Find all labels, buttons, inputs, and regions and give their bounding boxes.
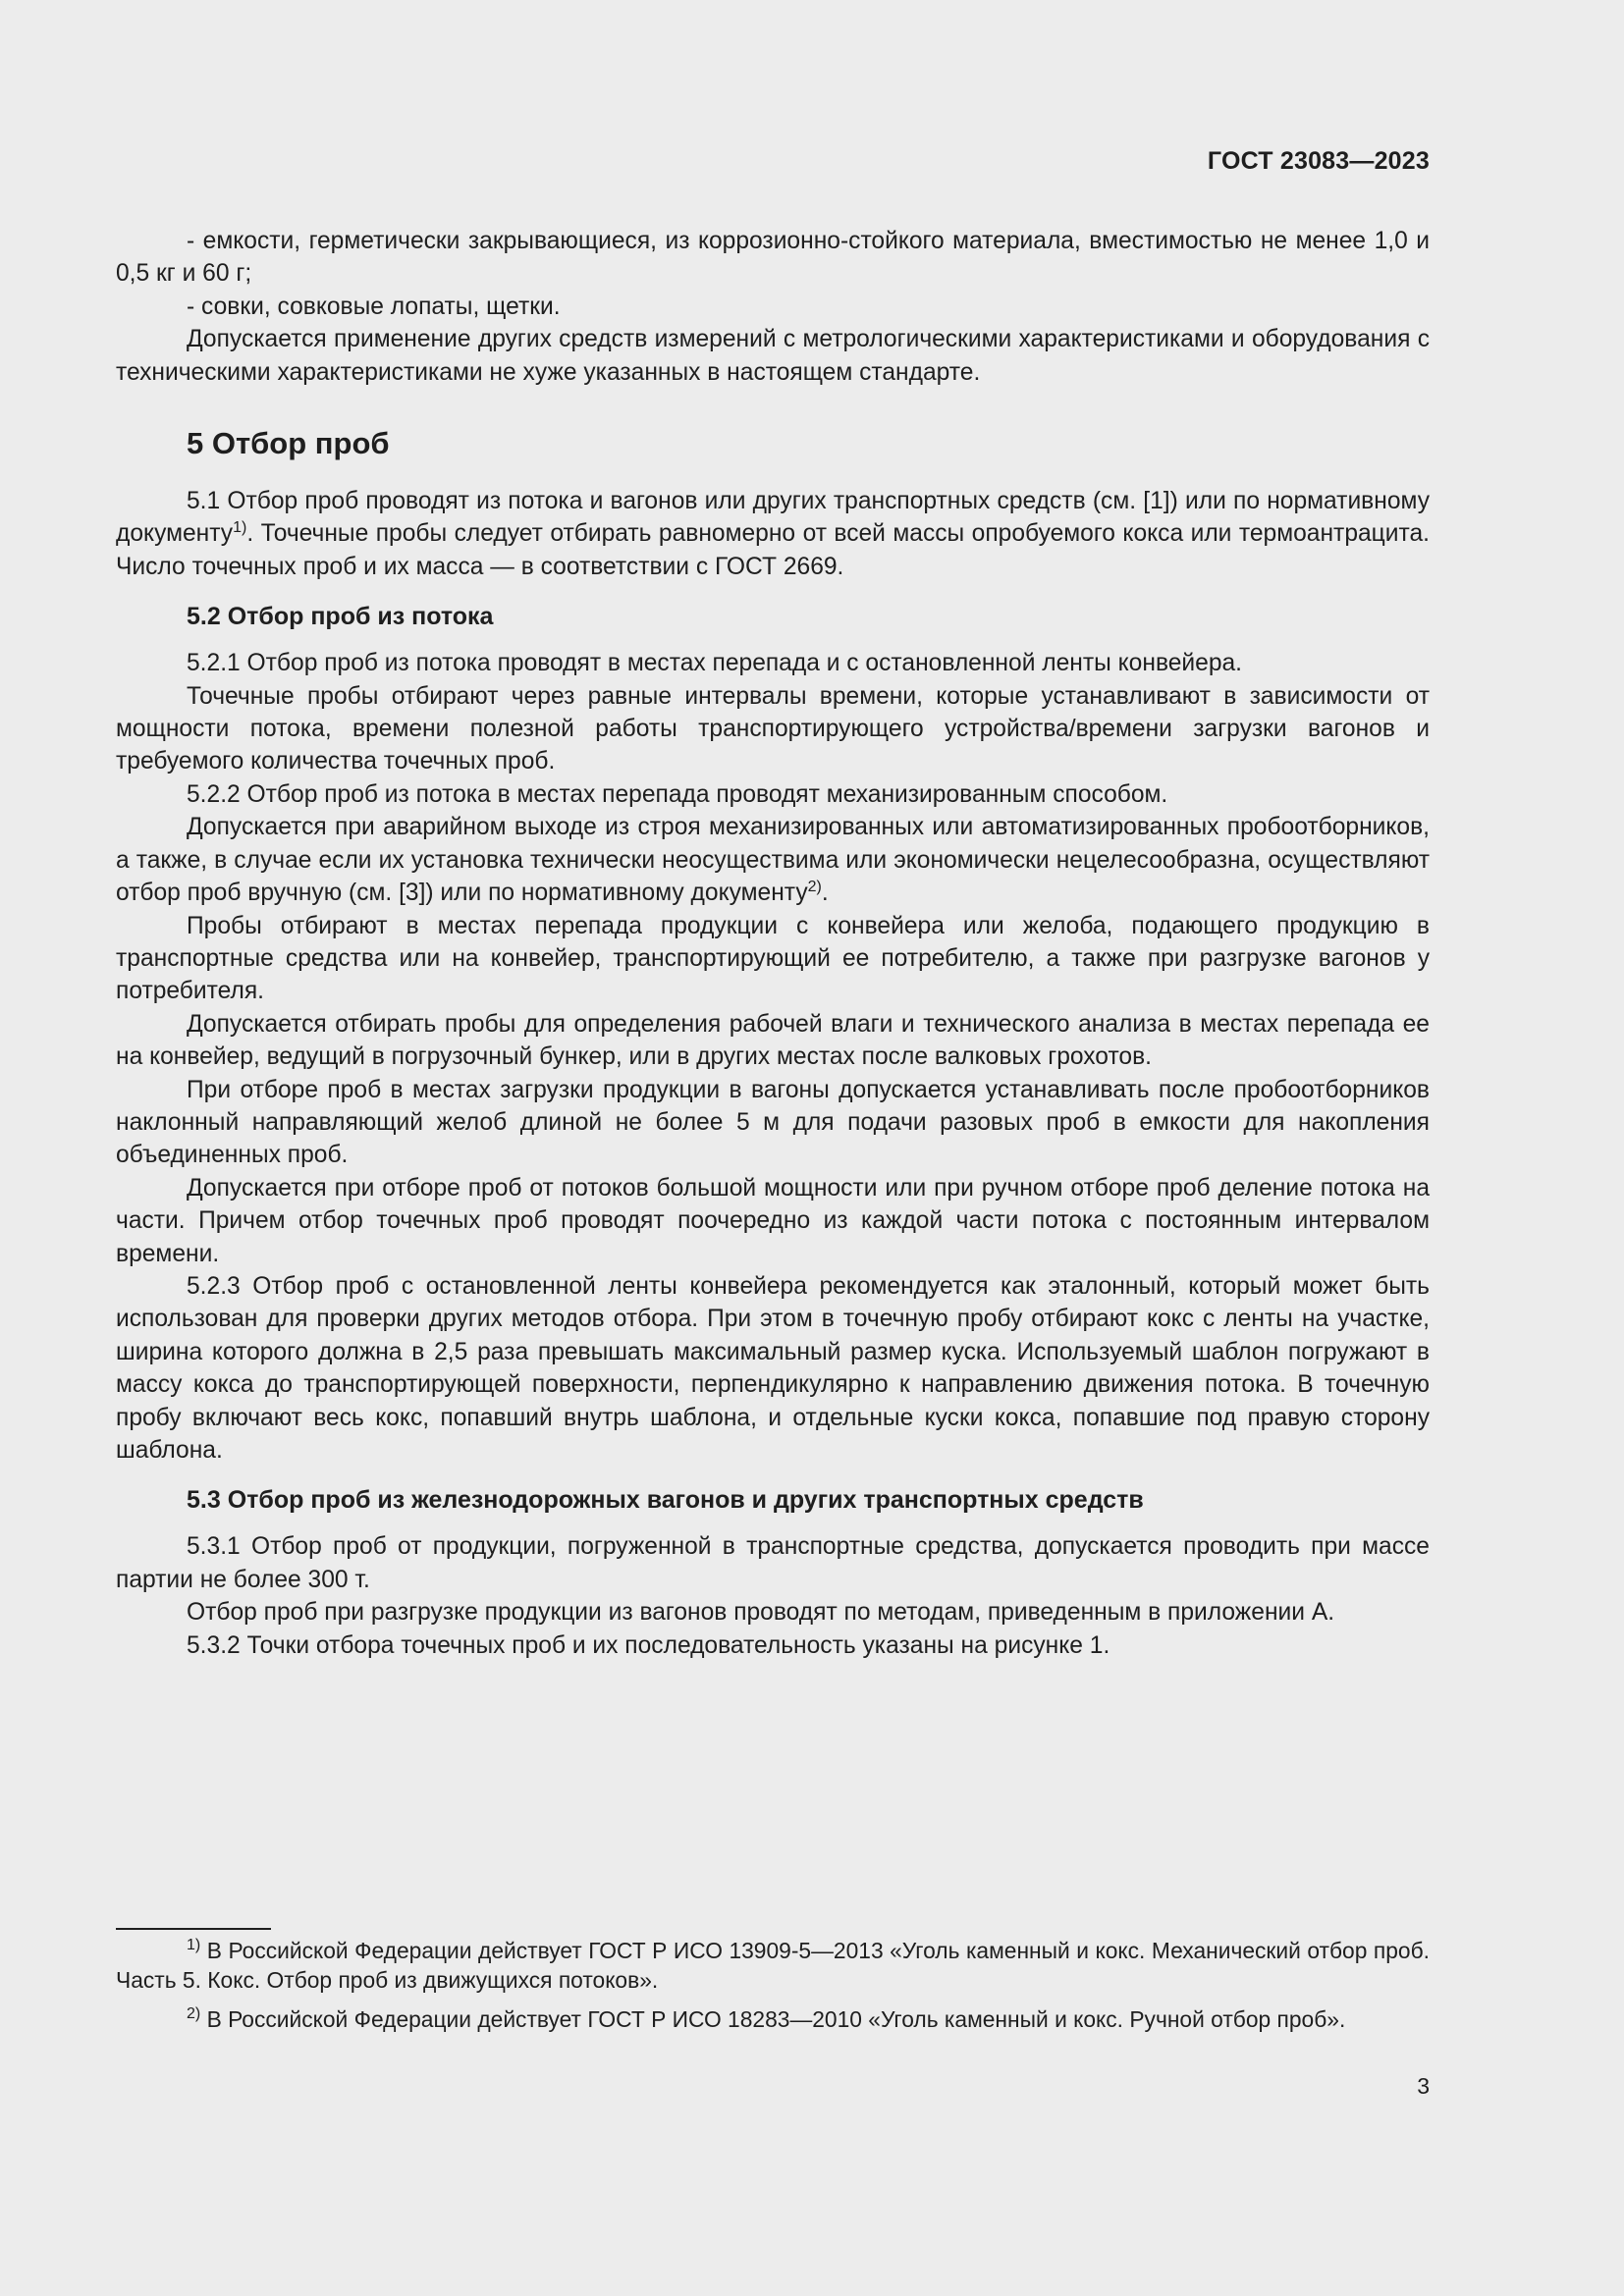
paragraph-5-1 <box>116 485 1430 583</box>
paragraph-5-2-2-f: Допускается при отборе проб от потоков большой мощности или при ручном отборе проб деление потока на части. Причем отбор точечных проб проводят поочередно из каждой части потока с постоянным интервалом времени. <box>116 1174 1430 1267</box>
paragraph-5-2-2: 5.2.2 Отбор проб из потока в местах перепада проводят механизированным способом. <box>187 780 1168 808</box>
paragraph-5-2-2-b-text-b: . <box>821 880 829 907</box>
paragraph-other-instruments: Допускается применение других средств измерений с метрологическими характеристиками и оборудования с техническими характеристиками не хуже указанных в настоящем стандарте. <box>116 326 1430 386</box>
paragraph-5-2-1: 5.2.1 Отбор проб из потока проводят в местах перепада и с остановленной ленты конвейера. <box>187 650 1243 677</box>
paragraph-5-3-2: 5.3.2 Точки отбора точечных проб и их последовательность указаны на рисунке 1. <box>187 1631 1110 1659</box>
footnote-2 <box>116 2004 1430 2034</box>
paragraph-5-2-2-d: Допускается отбирать пробы для определения рабочей влаги и технического анализа в местах перепада ее на конвейер, ведущий в погрузочный бункер, или в других местах после валковых грохотов. <box>116 1010 1430 1071</box>
section-5-3-heading: 5.3 Отбор проб из железнодорожных вагонов и других транспортных средств <box>187 1486 1144 1515</box>
footnote-2-mark: 2) <box>187 2005 201 2022</box>
list-item-containers: - емкости, герметически закрывающиеся, из коррозионно-стойкого материала, вместимостью не менее 1,0 и 0,5 кг и 60 г; <box>116 228 1430 288</box>
footnotes <box>116 1928 1430 2044</box>
footnote-ref-1: 1) <box>233 519 247 537</box>
footnote-2-text: В Российской Федерации действует ГОСТ Р ИСО 18283—2010 «Уголь каменный и кокс. Ручной отбор проб». <box>200 2006 1346 2032</box>
main-text <box>116 225 1430 1662</box>
footnote-separator <box>116 1928 271 1930</box>
footnote-1 <box>116 1936 1430 1995</box>
section-5-2-heading: 5.2 Отбор проб из потока <box>187 603 494 631</box>
footnote-1-mark: 1) <box>187 1937 201 1953</box>
section-5-heading: 5 Отбор проб <box>187 426 390 461</box>
paragraph-5-2-2-b <box>116 811 1430 909</box>
list-item-scoops: - совки, совковые лопаты, щетки. <box>187 293 561 320</box>
document-code-header: ГОСТ 23083—2023 <box>1207 147 1430 175</box>
paragraph-5-2-2-e: При отборе проб в местах загрузки продукции в вагоны допускается устанавливать после пробоотборников наклонный направляющий желоб длиной не более 5 м для подачи разовых проб в емкости для накопления объединенных проб. <box>116 1076 1430 1169</box>
paragraph-5-2-2-c: Пробы отбирают в местах перепада продукции с конвейера или желоба, подающего продукцию в транспортные средства или на конвейер, транспортирующий ее потребителю, а также при разгрузке вагонов у потребителя. <box>116 912 1430 1005</box>
paragraph-5-3-1: 5.3.1 Отбор проб от продукции, погруженной в транспортные средства, допускается проводить при массе партии не более 300 т. <box>116 1533 1430 1593</box>
page-number: 3 <box>1417 2073 1430 2099</box>
footnote-ref-2: 2) <box>807 879 822 896</box>
paragraph-5-2-3: 5.2.3 Отбор проб с остановленной ленты конвейера рекомендуется как эталонный, который может быть использован для проверки других методов отбора. При этом в точечную пробу отбирают кокс с ленты на участке, ширина которого должна в 2,5 раза превышать максимальный размер куска. Используемый шаблон погружают в массу кокса до транспортирующей поверхности, перпендикулярно к направлению движения потока. В точечную пробу включают весь кокс, попавший внутрь шаблона, и отдельные куски кокса, попавшие под правую сторону шаблона. <box>116 1272 1430 1464</box>
paragraph-5-2-1-b: Точечные пробы отбирают через равные интервалы времени, которые устанавливают в зависимости от мощности потока, времени полезной работы транспортирующего устройства/времени загрузки вагонов и требуемого количества точечных проб. <box>116 682 1430 775</box>
footnote-1-text: В Российской Федерации действует ГОСТ Р ИСО 13909-5—2013 «Уголь каменный и кокс. Механический отбор проб. Часть 5. Кокс. Отбор проб из движущихся потоков». <box>116 1938 1430 1993</box>
paragraph-5-2-2-b-text-a: Допускается при аварийном выходе из строя механизированных или автоматизированных пробоотборников, а также, в случае если их установка технически неосуществима или экономически нецелесообразна, осуществляют отбор проб вручную (см. [3]) или по нормативному документу <box>116 814 1430 907</box>
paragraph-5-1-text-a: 5.1 Отбор проб проводят из потока и вагонов или других транспортных средств (см. [1]) или по нормативному документу <box>116 488 1430 548</box>
paragraph-5-1-text-b: . Точечные пробы следует отбирать равномерно от всей массы опробуемого кокса или термоантрацита. Число точечных проб и их масса — в соответствии с ГОСТ 2669. <box>116 520 1430 580</box>
paragraph-5-3-1-b: Отбор проб при разгрузке продукции из вагонов проводят по методам, приведенным в приложении А. <box>187 1599 1335 1627</box>
